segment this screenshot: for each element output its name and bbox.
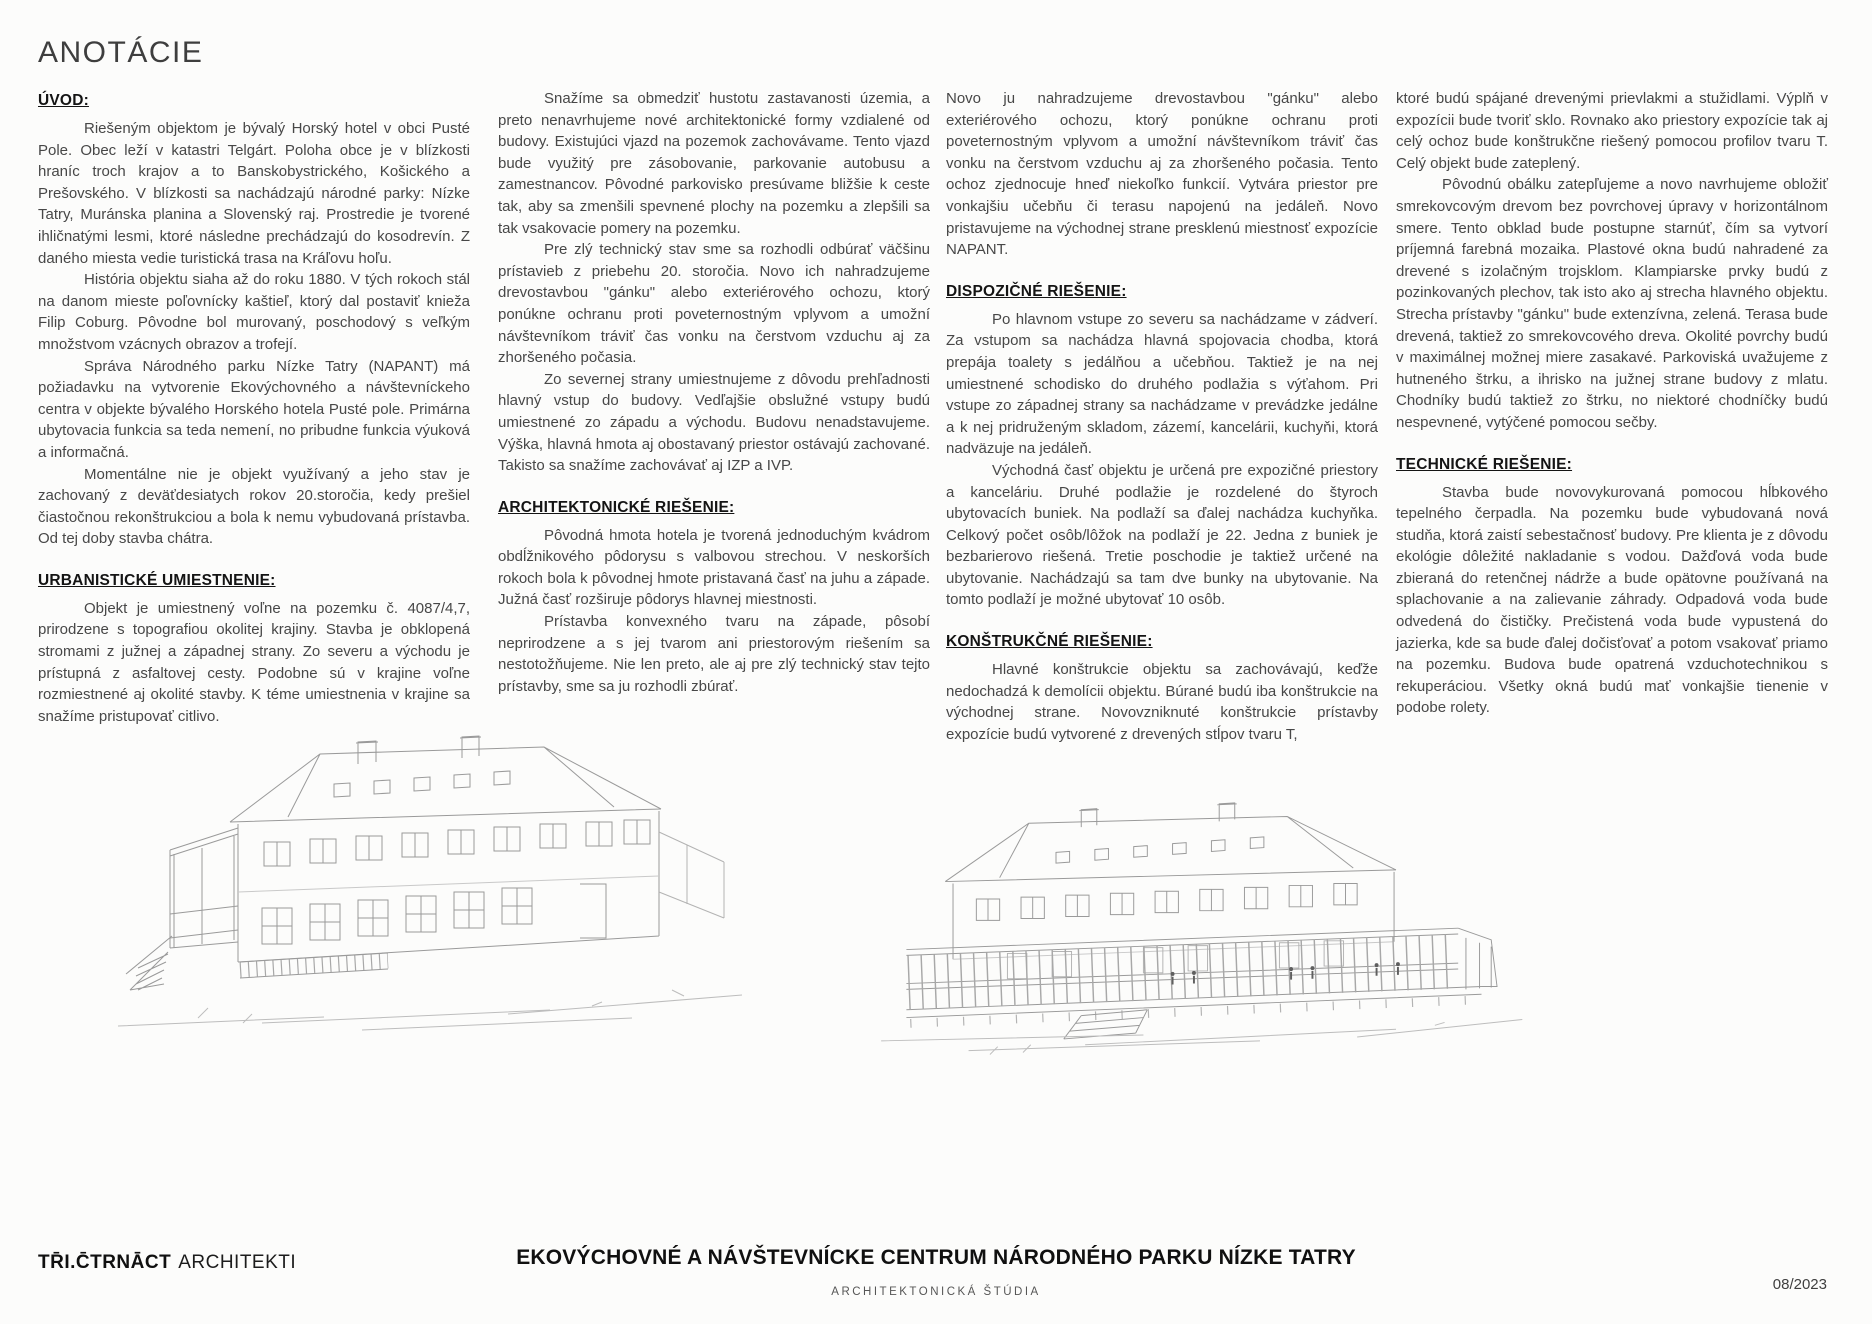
paragraph: Prístavba konvexného tvaru na západe, pôsobí neprirodzene a s jej tvarom ani priestorovým riešením sa nestotožňujeme. Nie len preto, ale aj pre zlý technický stav tejto prístavby, sme sa ju rozhodli zbúrať. [498, 613, 930, 695]
paragraph: História objektu siaha až do roku 1880. V tých rokoch stál na danom mieste poľovnícky kaštieľ, ktorý dal postaviť knieža Filip Coburg. Pôvodne bol murovaný, poschodový s veľkým množstvom vzácnych obrazov a trofejí. [38, 271, 470, 353]
section-heading-dispozicne: DISPOZIČNÉ RIEŠENIE: [946, 282, 1127, 300]
paragraph: Pôvodná hmota hotela je tvorená jednoduchým kvádrom obdĺžnikového pôdorysu s valbovou strechou. V neskorších rokoch bola k pôvodnej hmote pristavaná časť na juhu a západe. Južná časť rozširuje pôdorys hlavnej miestnosti. [498, 526, 930, 609]
paragraph: Východná časť objektu je určená pre expozičné priestory a kanceláriu. Druhé podlažie je rozdelené do štyroch ubytovacích buniek. Na podlaží sa ďalej nachádza kuchyňka. Celkový počet osôb/lôžok na podlaží je 22. Jedna z buniek je bezbarierovo riešená. Tretie poschodie je taktiež určené na ubytovanie. Nachádzajú sa tam dve bunky na ubytovanie. Na tomto podlaží je možné ubytovať 10 osôb. [946, 461, 1378, 609]
paragraph: Objekt je umiestnený voľne na pozemku č. 4087/4,7, prirodzene s topografiou okolitej krajiny. Stavba je obklopená stromami z južnej a západnej strany. Zo severu a východu je prístupná z asfaltovej cesty. Podobne sú v krajine voľne rozmiestnené aj okolité stavby. K téme umiestnenia v krajine sa snažíme pristupovať citlivo. [38, 599, 470, 725]
building-sketch-existing [112, 722, 752, 1067]
paragraph: Pre zlý technický stav sme sa rozhodli odbúrať väčšinu prístavieb z priebehu 20. storočia. Novo ich nahradzujeme drevostavbou "gánku" alebo exteriérového ochozu, ktorý ponúkne ochranu proti poveternostným vplyvom a umožní návštevníkom tráviť čas vonku na čerstvom vzduchu aj za zhoršeného počasia. [498, 241, 930, 367]
paragraph: ktoré budú spájané drevenými prievlakmi a stužidlami. Výplň v expozícii bude tvoriť sklo. Rovnako ako priestory expozície tak aj celý ochoz bude konštrukčne riešený pomocou profilov tvaru T. Celý objekt bude zateplený. [1396, 90, 1828, 172]
studio-logo-bold: TR̄I.C̄TRNĀCT [38, 1252, 172, 1273]
column-4 [1396, 88, 1828, 719]
paragraph: Momentálne nie je objekt využívaný a jeho stav je zachovaný z deväťdesiatych rokov 20.storočia, kedy prešiel čiastočnou rekonštrukciou a bola k nemu vybudovaná prístavba. Od tej doby stavba chátra. [38, 465, 470, 548]
column-3 [946, 88, 1378, 745]
building-sketch-proposed [852, 796, 1532, 1073]
paragraph: Novo ju nahradzujeme drevostavbou "gánku" alebo exteriérového ochozu, ktorý ponúkne ochranu proti poveternostným vplyvom a umožní návštevníkom tráviť čas vonku na čerstvom vzduchu aj za zhoršeného počasia. Tento ochoz zjednocuje hneď niekoľko funkcií. Vytvára priestor pre vonkajšiu učebňu či terasu napojenú na jedáleň. Novo pristavujeme na východnej strane presklenú miestnosť expozície NAPANT. [946, 90, 1378, 259]
section-heading-urbanisticke: URBANISTICKÉ UMIESTNENIE: [38, 571, 276, 589]
paragraph: Pôvodnú obálku zatepľujeme a novo navrhujeme obložiť smrekovcovým drevom bez povrchovej úpravy v horizontálnom smere. Tento obklad bude postupne starnúť, čím sa vytvorí príjemná farebná mozaika. Plastové okna budú nahradené za drevené s izolačným trojsklom. Klampiarske prvky budú z pozinkovaných plechov, tak isto ako aj strecha hlavného objektu. Strecha prístavby "gánku" bude extenzívna, zelená. Terasa bude drevená, taktiež zo smrekovcového dreva. Okolité povrchy budú v maximálnej možnej miere zasakavé. Parkoviská uvažujeme z hutneného štrku, a ihrisko na južnej strane budovy z mlatu. Chodníky budú taktiež zo štrku, no niektoré chodníčky budú nespevnené, vytýčené pomocou sečby. [1396, 176, 1828, 431]
project-title: EKOVÝCHOVNÉ A NÁVŠTEVNÍCKE CENTRUM NÁRODNÉHO PARKU NÍZKE TATRY [516, 1246, 1356, 1269]
section-heading-architektonicke: ARCHITEKTONICKÉ RIEŠENIE: [498, 498, 735, 516]
paragraph: Hlavné konštrukcie objektu sa zachovávajú, keďže nedochadzá k demolícii objektu. Búrané budú iba konštrukcie na východnej strane. Novovzniknuté konštrukcie prístavby expozície budú vytvorené z drevených stĺpov tvaru T, [946, 661, 1378, 743]
paragraph: Správa Národného parku Nízke Tatry (NAPANT) má požiadavku na vytvorenie Ekovýchovného a návštevníckeho centra v objekte bývalého Horského hotela Pusté pole. Primárna ubytovacia funkcia sa teda nemení, no pribudne funkcia výuková a informačná. [38, 357, 470, 461]
section-heading-konstrukcne: KONŠTRUKČNÉ RIEŠENIE: [946, 633, 1153, 651]
page-title: ANOTÁCIE [38, 36, 204, 69]
building-sketch-proposed-svg [852, 796, 1532, 1073]
paragraph: Zo severnej strany umiestnujeme z dôvodu prehľadnosti hlavný vstup do budovy. Vedľajšie obslužné vstupy budú umiestnené zo západu a východu. Budovu nenadstavujeme. Výška, hlavná hmota aj obostavaný priestor ostávajú zachované. Takisto sa snažíme zachovávať aj IZP a IVP. [498, 370, 930, 475]
studio-logo-light: ARCHITEKTI [178, 1252, 297, 1273]
section-heading-uvod: ÚVOD: [38, 92, 89, 109]
project-subtitle: ARCHITEKTONICKÁ ŠTÚDIA [831, 1286, 1041, 1298]
paragraph: Riešeným objektom je bývalý Horský hotel v obci Pusté Pole. Obec leží v katastri Telgárt. Poloha obce je v blízkosti hraníc troch krajov a to Banskobystrického, Košického a Prešovského. V blízkosti sa nachádzajú národné parky: Nízke Tatry, Muránska planina a Slovenský raj. Prostredie je tvorené ihličnatými lesmi, ktoré následne prechádzajú do kosodrevín. Z daného miesta vedie turistická trasa na Kráľovu hoľu. [38, 120, 470, 267]
paragraph: Snažíme sa obmedziť hustotu zastavanosti územia, a preto nenavrhujeme nové architektonické formy vzdialené od budovy. Existujúci vjazd na pozemok zachovávame. Tento vjazd bude využitý pre zásobovanie, parkovanie autobusu a zamestnancov. Pôvodné parkovisko presúvame bližšie k ceste tak, aby sa zmenšili spevnené plochy na pozemku a zlepšili sa tak vsakovacie pomery na pozemku. [498, 90, 930, 237]
paragraph: Po hlavnom vstupe zo severu sa nachádzame v zádverí. Za vstupom sa nachádza hlavná spojovacia chodba, ktorá prepája toalety s jedálňou a učebňou. Taktiež je na nej umiestnené schodisko do druhého podlažia s výťahom. Pri vstupe zo západnej strany sa nachádzame v prevádzke jedálne a k nej pridruženým skladom, zázemí, kancelárii, kuchyňi, ktorá nadväzuje na jedáleň. [946, 310, 1378, 458]
section-heading-technicke: TECHNICKÉ RIEŠENIE: [1396, 455, 1573, 473]
paragraph: Stavba bude novovykurovaná pomocou hĺbkového tepelného čerpadla. Na pozemku bude vybudovaná nová studňa, ktorá zaistí sebestačnosť budovy. Pre klienta je z dôvodu ekológie dôležité nakladanie s vodou. Dažďová voda bude zbieraná do retenčnej nádrže a bude opätovne používaná na splachovanie a na zalievanie záhrady. Odpadová voda bude odvedená do čističky. Prečistená voda bude vypustená do jazierka, kde sa bude ďalej dočisťovať a potom vsakovať priamo na pozemku. Budova bude opatrená vzduchotechnikou s rekuperáciou. Všetky okná budú mať vonkajšie tienenie v podobe rolety. [1396, 483, 1828, 717]
column-1 [38, 36, 470, 727]
column-2 [498, 88, 930, 697]
building-sketch-existing-svg [112, 722, 752, 1067]
date-stamp: 08/2023 [1772, 1276, 1827, 1293]
